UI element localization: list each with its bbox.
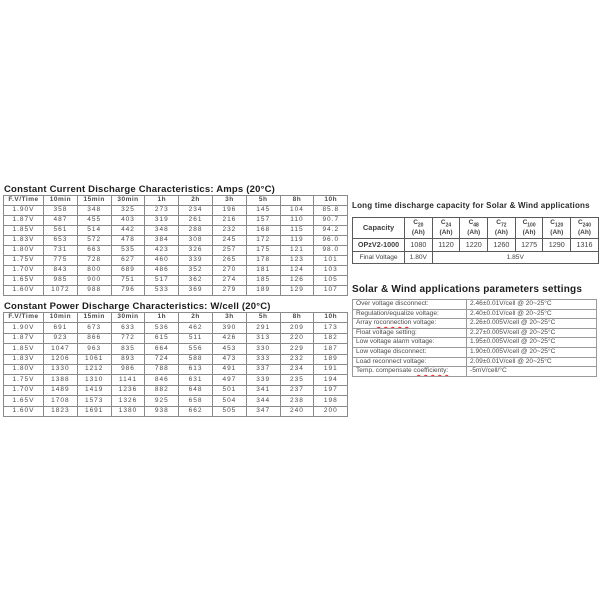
- table-cell: 129: [280, 286, 314, 296]
- table-cell: 178: [246, 256, 280, 266]
- table-cell: 1691: [77, 406, 111, 416]
- table-cell: 101: [314, 256, 348, 266]
- capacity-value: 1260: [488, 239, 516, 252]
- table-cell: 1388: [44, 375, 78, 385]
- table-row: [4, 333, 348, 343]
- capacity-column-header: $C_{120}$ (Ah): [543, 218, 571, 239]
- table-cell: 473: [212, 354, 246, 364]
- misspelled-word: roconnection: [373, 319, 412, 327]
- table-cell: 866: [77, 333, 111, 343]
- table-cell: 835: [111, 344, 145, 354]
- table-cell: 326: [179, 246, 213, 256]
- table-cell: 691: [44, 323, 78, 333]
- constant-current-discharge-table: [3, 195, 348, 296]
- table-cell: 788: [145, 364, 179, 374]
- table-cell: 1573: [77, 396, 111, 406]
- column-header: 10min: [44, 313, 78, 323]
- table-cell: 486: [145, 266, 179, 276]
- table-cell: 426: [212, 333, 246, 343]
- table-cell: 85.8: [314, 206, 348, 216]
- table-cell: 107: [314, 286, 348, 296]
- table-cell: 274: [212, 276, 246, 286]
- capacity-value: 1220: [460, 239, 488, 252]
- table-cell: 238: [280, 396, 314, 406]
- table-cell: 478: [111, 236, 145, 246]
- param-label: Array roconnection voltage:: [353, 319, 467, 329]
- table-cell: 103: [314, 266, 348, 276]
- table-cell: 220: [280, 333, 314, 343]
- capacity-table-body: [353, 218, 599, 264]
- table-cell: 197: [314, 385, 348, 395]
- table-cell: 235: [280, 375, 314, 385]
- table-cell: 110: [280, 216, 314, 226]
- table-cell: 800: [77, 266, 111, 276]
- table-cell: 313: [246, 333, 280, 343]
- power-discharge-title: Constant Power Discharge Characteristics: W/cell (20°C): [4, 301, 271, 312]
- column-header: F.V/Time: [4, 196, 44, 206]
- table-cell: 232: [212, 226, 246, 236]
- table-cell: 270: [212, 266, 246, 276]
- table-cell: 455: [77, 216, 111, 226]
- column-header: 5h: [246, 196, 280, 206]
- table-cell: 308: [179, 236, 213, 246]
- table-cell: 846: [145, 375, 179, 385]
- param-label: Low voltage disconnect:: [353, 347, 467, 357]
- power-table-body: [4, 323, 348, 417]
- table-cell: 689: [111, 266, 145, 276]
- param-row: [353, 300, 597, 310]
- capacity-value: 1290: [543, 239, 571, 252]
- header-row: [4, 313, 348, 323]
- capacity-column-header: $C_{24}$ (Ah): [432, 218, 460, 239]
- table-cell: 988: [77, 286, 111, 296]
- table-cell: 1061: [77, 354, 111, 364]
- table-cell: 1072: [44, 286, 78, 296]
- table-cell: 90.7: [314, 216, 348, 226]
- table-cell: 462: [179, 323, 213, 333]
- table-cell: 339: [246, 375, 280, 385]
- table-cell: 453: [212, 344, 246, 354]
- table-cell: 491: [212, 364, 246, 374]
- table-cell: 588: [179, 354, 213, 364]
- table-cell: 1.80V: [4, 364, 44, 374]
- table-cell: 1047: [44, 344, 78, 354]
- table-cell: 94.2: [314, 226, 348, 236]
- column-header: F.V/Time: [4, 313, 44, 323]
- table-cell: 923: [44, 333, 78, 343]
- table-cell: 1.80V: [4, 246, 44, 256]
- table-cell: 333: [246, 354, 280, 364]
- power-table-header: [4, 313, 348, 323]
- column-header: 15min: [77, 196, 111, 206]
- table-cell: 648: [179, 385, 213, 395]
- table-cell: 1.70V: [4, 266, 44, 276]
- table-cell: 358: [44, 206, 78, 216]
- column-header: 8h: [280, 313, 314, 323]
- param-row: [353, 309, 597, 319]
- table-cell: 561: [44, 226, 78, 236]
- table-cell: 1.90V: [4, 323, 44, 333]
- table-cell: 1.70V: [4, 385, 44, 395]
- table-cell: 536: [145, 323, 179, 333]
- table-cell: 347: [246, 406, 280, 416]
- table-cell: 775: [44, 256, 78, 266]
- table-cell: 460: [145, 256, 179, 266]
- table-cell: 240: [280, 406, 314, 416]
- table-cell: 631: [179, 375, 213, 385]
- table-cell: 501: [212, 385, 246, 395]
- table-cell: 900: [77, 276, 111, 286]
- param-label: Temp. compensate coefficienty:: [353, 367, 467, 377]
- column-header: 2h: [179, 196, 213, 206]
- table-cell: 237: [280, 385, 314, 395]
- table-cell: 963: [77, 344, 111, 354]
- table-cell: 627: [111, 256, 145, 266]
- table-cell: 497: [212, 375, 246, 385]
- param-row: [353, 319, 597, 329]
- table-cell: 772: [111, 333, 145, 343]
- param-row: [353, 367, 597, 377]
- table-cell: 191: [314, 364, 348, 374]
- table-cell: 653: [44, 236, 78, 246]
- table-cell: 175: [246, 246, 280, 256]
- table-cell: 1326: [111, 396, 145, 406]
- table-cell: 938: [145, 406, 179, 416]
- table-cell: 1.65V: [4, 396, 44, 406]
- table-cell: 986: [111, 364, 145, 374]
- table-row: [4, 385, 348, 395]
- table-row: [4, 354, 348, 364]
- solar-wind-capacity-table: [352, 217, 599, 264]
- table-row: [4, 216, 348, 226]
- table-cell: 403: [111, 216, 145, 226]
- table-cell: 1.85V: [4, 226, 44, 236]
- table-cell: 731: [44, 246, 78, 256]
- table-cell: 514: [77, 226, 111, 236]
- table-cell: 185: [246, 276, 280, 286]
- table-cell: 1489: [44, 385, 78, 395]
- param-row: [353, 338, 597, 348]
- param-row: [353, 328, 597, 338]
- table-cell: 115: [280, 226, 314, 236]
- table-cell: 517: [145, 276, 179, 286]
- params-table-body: [353, 300, 597, 377]
- param-value: 2.27±0.005V/cell @ 20~25°C: [467, 328, 597, 338]
- capacity-value: 1275: [515, 239, 543, 252]
- table-cell: 1.83V: [4, 354, 44, 364]
- long-time-discharge-title: Long time discharge capacity for Solar & Wind applications: [352, 201, 590, 210]
- capacity-column-header: $C_{100}$ (Ah): [515, 218, 543, 239]
- table-cell: 664: [145, 344, 179, 354]
- table-cell: 390: [212, 323, 246, 333]
- table-row: [4, 375, 348, 385]
- table-row: [4, 364, 348, 374]
- table-cell: 796: [111, 286, 145, 296]
- constant-power-discharge-table: [3, 312, 348, 417]
- table-cell: 96.0: [314, 236, 348, 246]
- battery-model: OPzV2-1000: [353, 239, 405, 252]
- table-cell: 556: [179, 344, 213, 354]
- table-cell: 505: [212, 406, 246, 416]
- table-cell: 124: [280, 266, 314, 276]
- current-table-header: [4, 196, 348, 206]
- param-label: Low voltage alarm voltage:: [353, 338, 467, 348]
- table-cell: 1.75V: [4, 375, 44, 385]
- table-row: [4, 286, 348, 296]
- capacity-value: 1120: [432, 239, 460, 252]
- table-cell: 1.83V: [4, 236, 44, 246]
- param-value: 2.09±0.01V/cell @ 20~25°C: [467, 357, 597, 367]
- capacity-header-row: [353, 218, 599, 239]
- table-cell: 893: [111, 354, 145, 364]
- table-cell: 487: [44, 216, 78, 226]
- table-cell: 182: [314, 333, 348, 343]
- table-cell: 751: [111, 276, 145, 286]
- column-header: 3h: [212, 313, 246, 323]
- solar-wind-params-table: [352, 299, 597, 377]
- table-row: [4, 206, 348, 216]
- table-cell: 1.65V: [4, 276, 44, 286]
- table-cell: 121: [280, 246, 314, 256]
- table-cell: 442: [111, 226, 145, 236]
- table-cell: 1310: [77, 375, 111, 385]
- table-cell: 572: [77, 236, 111, 246]
- column-header: 1h: [145, 313, 179, 323]
- table-cell: 985: [44, 276, 78, 286]
- table-cell: 1206: [44, 354, 78, 364]
- table-cell: 533: [145, 286, 179, 296]
- table-row: [4, 323, 348, 333]
- param-value: 2.46±0.01V/cell @ 20~25°C: [467, 300, 597, 310]
- table-cell: 344: [246, 396, 280, 406]
- table-cell: 157: [246, 216, 280, 226]
- param-row: [353, 357, 597, 367]
- table-cell: 1330: [44, 364, 78, 374]
- table-cell: 728: [77, 256, 111, 266]
- table-cell: 1.60V: [4, 286, 44, 296]
- table-cell: 234: [280, 364, 314, 374]
- table-cell: 341: [246, 385, 280, 395]
- table-cell: 200: [314, 406, 348, 416]
- table-cell: 1823: [44, 406, 78, 416]
- param-value: 1.95±0.005V/cell @ 20~25°C: [467, 338, 597, 348]
- column-header: 30min: [111, 313, 145, 323]
- column-header: 8h: [280, 196, 314, 206]
- table-cell: 658: [179, 396, 213, 406]
- table-row: [4, 276, 348, 286]
- column-header: 10h: [314, 313, 348, 323]
- capacity-column-header: $C_{240}$ (Ah): [571, 218, 599, 239]
- table-cell: 232: [280, 354, 314, 364]
- table-cell: 198: [314, 396, 348, 406]
- table-cell: 1212: [77, 364, 111, 374]
- table-cell: 279: [212, 286, 246, 296]
- table-cell: 319: [145, 216, 179, 226]
- column-header: 10h: [314, 196, 348, 206]
- column-header: 1h: [145, 196, 179, 206]
- param-value: 2.40±0.01V/cell @ 20~25°C: [467, 309, 597, 319]
- table-cell: 1236: [111, 385, 145, 395]
- final-voltage-c20: 1.80V: [405, 252, 433, 264]
- table-row: [4, 406, 348, 416]
- table-cell: 633: [111, 323, 145, 333]
- table-cell: 265: [212, 256, 246, 266]
- param-value: 2.26±0.005V/cell @ 20~25°C: [467, 319, 597, 329]
- table-cell: 1.60V: [4, 406, 44, 416]
- table-cell: 194: [314, 375, 348, 385]
- final-voltage-row: [353, 252, 599, 264]
- param-label: Load reconnect voltage:: [353, 357, 467, 367]
- param-value: -5mV/cell/°C: [467, 367, 597, 377]
- misspelled-word: coefficienty:: [413, 367, 449, 375]
- table-row: [4, 396, 348, 406]
- table-cell: 1.90V: [4, 206, 44, 216]
- table-cell: 273: [145, 206, 179, 216]
- table-cell: 123: [280, 256, 314, 266]
- table-cell: 189: [314, 354, 348, 364]
- table-cell: 362: [179, 276, 213, 286]
- column-header: 10min: [44, 196, 78, 206]
- table-cell: 173: [314, 323, 348, 333]
- table-cell: 352: [179, 266, 213, 276]
- table-row: [4, 226, 348, 236]
- table-cell: 1419: [77, 385, 111, 395]
- table-cell: 843: [44, 266, 78, 276]
- table-cell: 882: [145, 385, 179, 395]
- table-cell: 196: [212, 206, 246, 216]
- table-cell: 245: [212, 236, 246, 246]
- table-cell: 369: [179, 286, 213, 296]
- table-cell: 288: [179, 226, 213, 236]
- table-cell: 261: [179, 216, 213, 226]
- table-cell: 337: [246, 364, 280, 374]
- table-cell: 1141: [111, 375, 145, 385]
- column-header: 2h: [179, 313, 213, 323]
- table-cell: 615: [145, 333, 179, 343]
- solar-wind-params-title: Solar & Wind applications parameters settings: [352, 284, 583, 295]
- capacity-column-header: $C_{72}$ (Ah): [488, 218, 516, 239]
- capacity-value: 1316: [571, 239, 599, 252]
- column-header: 5h: [246, 313, 280, 323]
- capacity-column-header: $C_{20}$ (Ah): [405, 218, 433, 239]
- table-cell: 1.75V: [4, 256, 44, 266]
- table-cell: 348: [77, 206, 111, 216]
- table-cell: 104: [280, 206, 314, 216]
- table-cell: 187: [314, 344, 348, 354]
- final-voltage-label: Final Voltage: [353, 252, 405, 264]
- table-cell: 1.87V: [4, 333, 44, 343]
- table-cell: 216: [212, 216, 246, 226]
- table-cell: 511: [179, 333, 213, 343]
- table-cell: 423: [145, 246, 179, 256]
- table-cell: 613: [179, 364, 213, 374]
- capacity-value: 1080: [405, 239, 433, 252]
- current-discharge-title: Constant Current Discharge Characteristics: Amps (20°C): [4, 184, 276, 195]
- table-cell: 325: [111, 206, 145, 216]
- table-cell: 1708: [44, 396, 78, 406]
- table-cell: 209: [280, 323, 314, 333]
- table-cell: 663: [77, 246, 111, 256]
- current-table-body: [4, 206, 348, 296]
- table-cell: 384: [145, 236, 179, 246]
- table-cell: 98.0: [314, 246, 348, 256]
- table-cell: 925: [145, 396, 179, 406]
- capacity-values-row: [353, 239, 599, 252]
- param-label: Float voltage setting:: [353, 328, 467, 338]
- capacity-corner-label: Capacity: [353, 218, 405, 239]
- table-cell: 181: [246, 266, 280, 276]
- table-cell: 145: [246, 206, 280, 216]
- table-cell: 168: [246, 226, 280, 236]
- capacity-column-header: $C_{48}$ (Ah): [460, 218, 488, 239]
- table-cell: 257: [212, 246, 246, 256]
- table-cell: 339: [179, 256, 213, 266]
- column-header: 30min: [111, 196, 145, 206]
- table-cell: 105: [314, 276, 348, 286]
- table-row: [4, 256, 348, 266]
- table-cell: 1.85V: [4, 344, 44, 354]
- param-label: Over voltage disconnect:: [353, 300, 467, 310]
- table-cell: 662: [179, 406, 213, 416]
- table-cell: 1.87V: [4, 216, 44, 226]
- table-cell: 189: [246, 286, 280, 296]
- table-row: [4, 344, 348, 354]
- table-row: [4, 236, 348, 246]
- header-row: [4, 196, 348, 206]
- table-row: [4, 266, 348, 276]
- final-voltage-rest: 1.85V: [432, 252, 598, 264]
- table-cell: 348: [145, 226, 179, 236]
- table-cell: 330: [246, 344, 280, 354]
- table-cell: 1380: [111, 406, 145, 416]
- table-cell: 126: [280, 276, 314, 286]
- table-cell: 119: [280, 236, 314, 246]
- table-cell: 724: [145, 354, 179, 364]
- table-cell: 673: [77, 323, 111, 333]
- table-cell: 229: [280, 344, 314, 354]
- table-cell: 291: [246, 323, 280, 333]
- table-row: [4, 246, 348, 256]
- param-row: [353, 347, 597, 357]
- column-header: 3h: [212, 196, 246, 206]
- param-value: 1.90±0.005V/cell @ 20~25°C: [467, 347, 597, 357]
- table-cell: 535: [111, 246, 145, 256]
- table-cell: 504: [212, 396, 246, 406]
- table-cell: 172: [246, 236, 280, 246]
- column-header: 15min: [77, 313, 111, 323]
- table-cell: 234: [179, 206, 213, 216]
- param-label: Regulation/equalize voltage:: [353, 309, 467, 319]
